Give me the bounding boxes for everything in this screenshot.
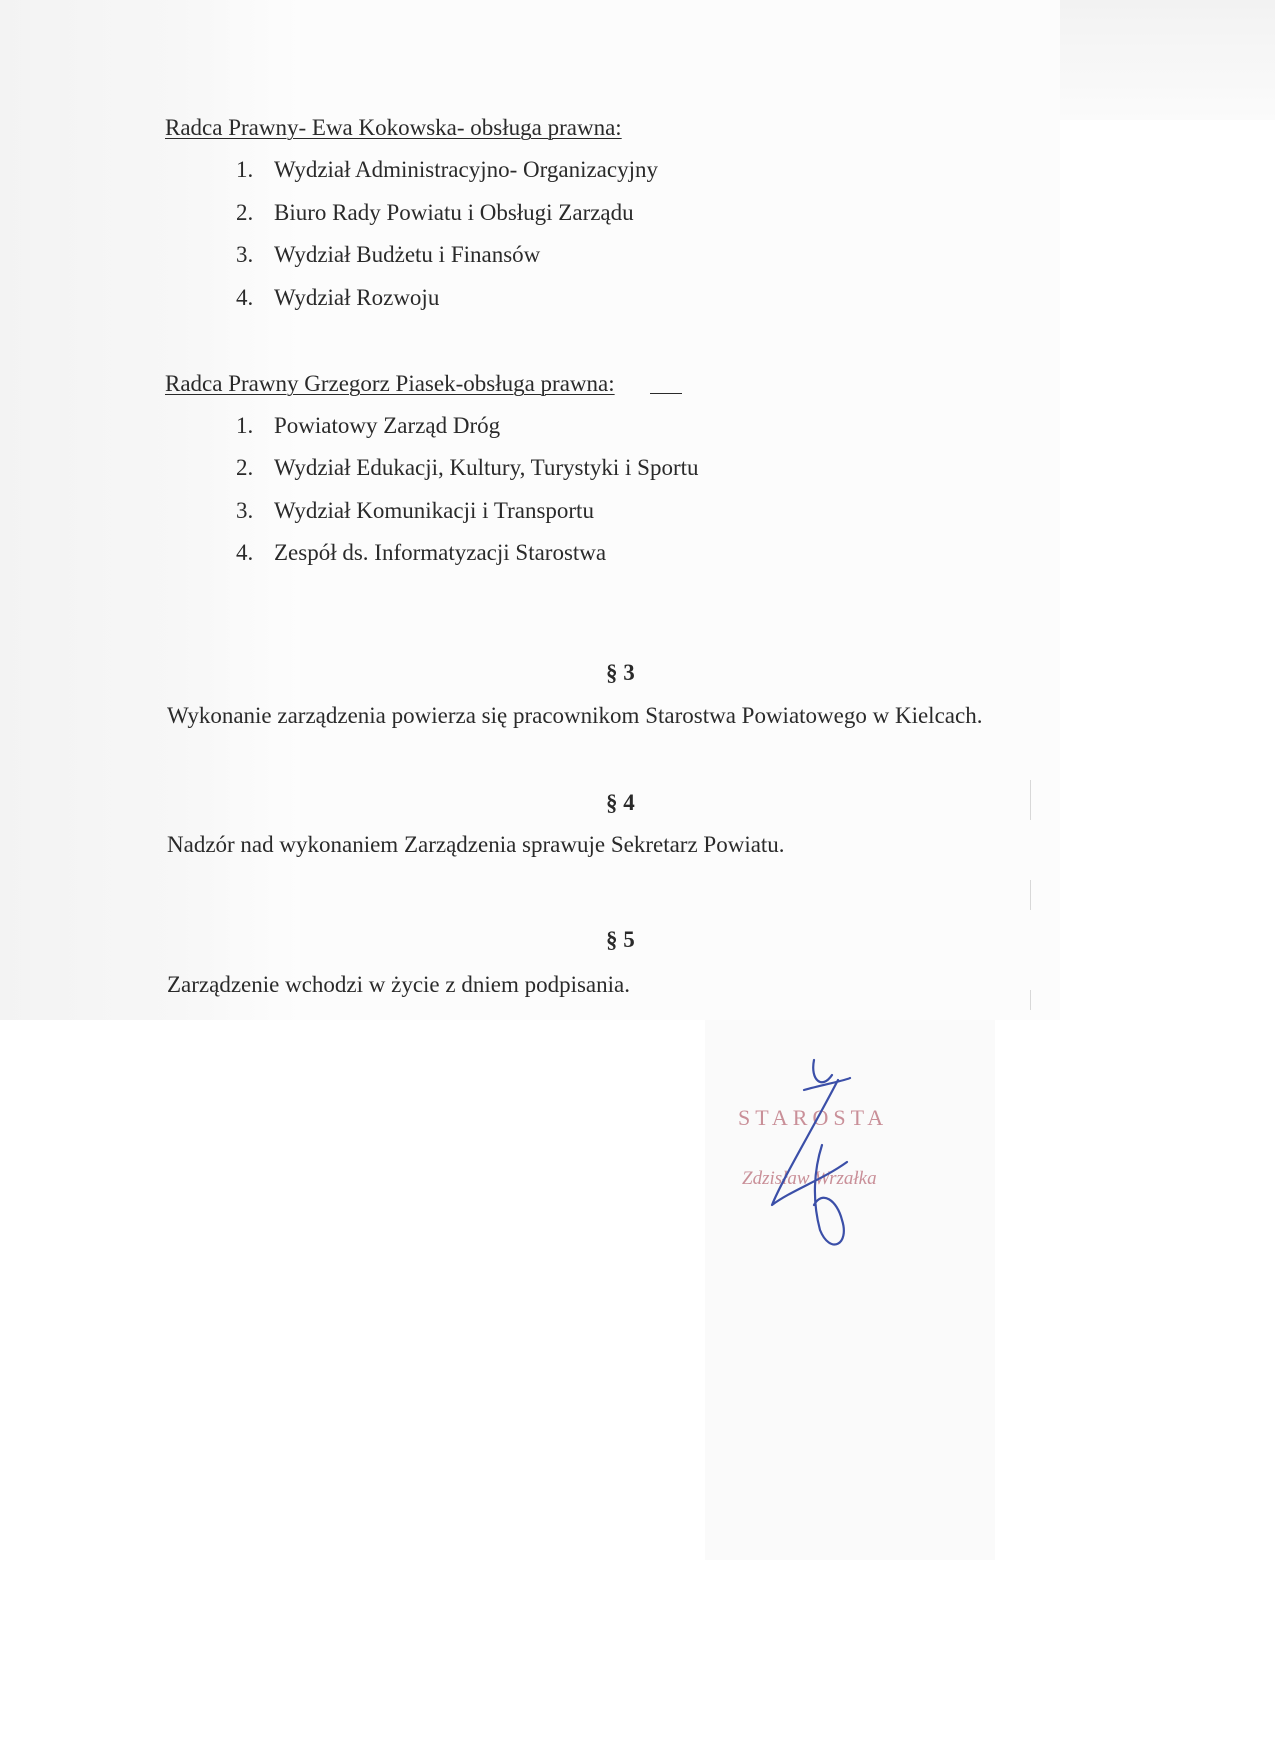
list-item-label: Zespół ds. Informatyzacji Starostwa	[274, 540, 607, 565]
list-item-label: Powiatowy Zarząd Dróg	[274, 413, 501, 438]
list-item-label: Wydział Komunikacji i Transportu	[274, 498, 594, 523]
list-item-label: Wydział Rozwoju	[274, 285, 440, 310]
paragraph-sign: § 4	[606, 790, 635, 815]
list-item-label: Wydział Administracyjno- Organizacyjny	[274, 157, 658, 182]
paragraph-sign: § 5	[606, 927, 635, 952]
list-item-number: 1.	[236, 413, 254, 438]
scan-edge-mark	[1030, 990, 1031, 1010]
list-item-number: 2.	[236, 455, 254, 480]
list-item	[236, 539, 606, 567]
list-item-label: Wydział Edukacji, Kultury, Turystyki i Sportu	[274, 455, 699, 480]
list-item-number: 1.	[236, 157, 254, 182]
list-item	[236, 156, 658, 184]
section2-heading: Radca Prawny Grzegorz Piasek-obsługa prawna:	[165, 371, 615, 396]
scan-edge-mark	[1030, 780, 1031, 820]
list-item	[236, 241, 540, 269]
stamp-title: STAROSTA	[738, 1105, 889, 1130]
list-item-number: 3.	[236, 498, 254, 523]
stamp-name: Zdzisław Wrzałka	[742, 1168, 877, 1189]
list-item	[236, 199, 634, 227]
list-item-label: Wydział Budżetu i Finansów	[274, 242, 541, 267]
list-item	[236, 412, 500, 440]
scan-edge-mark	[1030, 880, 1031, 910]
list-item-label: Biuro Rady Powiatu i Obsługi Zarządu	[274, 200, 634, 225]
paragraph-text: Zarządzenie wchodzi w życie z dniem podpisania.	[167, 972, 630, 997]
list-item-number: 4.	[236, 540, 254, 565]
heading-underline-extension	[650, 393, 682, 394]
list-item	[236, 454, 699, 482]
handwritten-signature	[752, 1050, 872, 1270]
paragraph-sign: § 3	[606, 660, 635, 685]
paragraph-text: Nadzór nad wykonaniem Zarządzenia sprawuje Sekretarz Powiatu.	[167, 832, 785, 857]
list-item-number: 3.	[236, 242, 254, 267]
section1-heading: Radca Prawny- Ewa Kokowska- obsługa prawna:	[165, 115, 622, 140]
list-item	[236, 497, 594, 525]
list-item	[236, 284, 439, 312]
list-item-number: 4.	[236, 285, 254, 310]
list-item-number: 2.	[236, 200, 254, 225]
paragraph-text: Wykonanie zarządzenia powierza się pracownikom Starostwa Powiatowego w Kielcach.	[167, 703, 983, 728]
